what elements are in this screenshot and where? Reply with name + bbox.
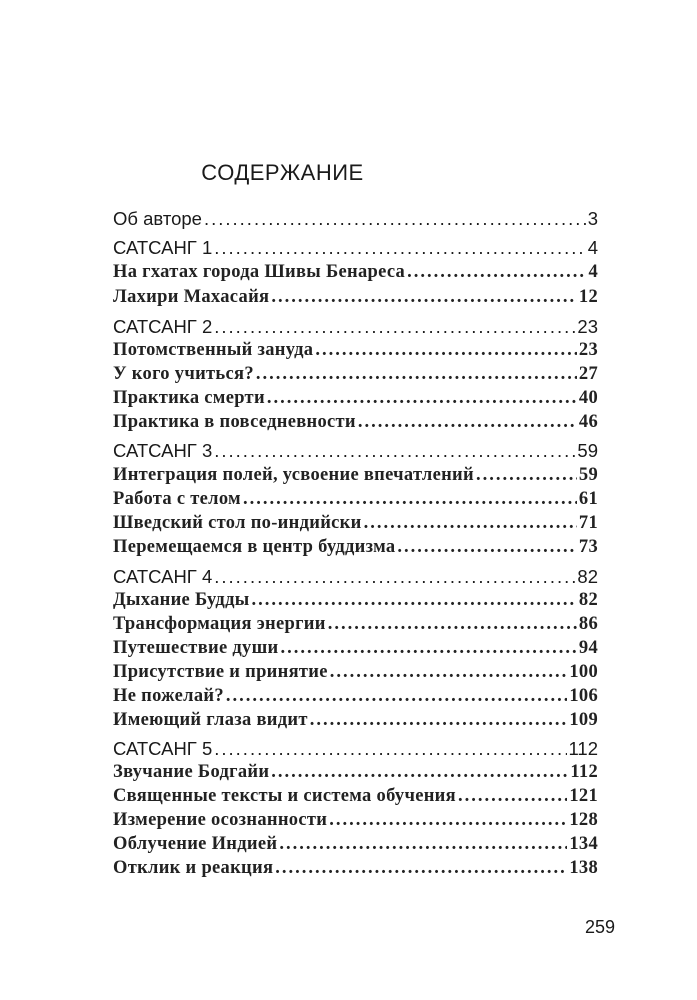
entry-page: 134 — [569, 834, 598, 854]
dot-leader — [214, 316, 575, 338]
dot-leader — [271, 287, 577, 308]
dot-leader — [397, 537, 576, 558]
entry-title: САТСАНГ 2 — [113, 316, 213, 337]
toc-entry — [113, 810, 598, 834]
dot-leader — [407, 262, 586, 283]
dot-leader — [214, 440, 575, 462]
entry-page: 23 — [578, 340, 598, 360]
toc-entry — [113, 412, 598, 436]
entry-page: 4 — [587, 237, 598, 258]
toc-entry — [113, 537, 598, 561]
entry-title: Интеграция полей, усвоение впечатлений — [113, 465, 474, 485]
entry-title: Имеющий глаза видит — [113, 710, 308, 730]
entry-title: Присутствие и принятие — [113, 662, 328, 682]
entry-page: 109 — [569, 710, 598, 730]
toc-section-entry — [113, 440, 598, 464]
dot-leader — [252, 590, 577, 611]
dot-leader — [310, 710, 568, 731]
entry-page: 59 — [578, 465, 598, 485]
toc-entry — [113, 489, 598, 513]
entry-title: Священные тексты и система обучения — [113, 786, 456, 806]
dot-leader — [275, 858, 567, 879]
entry-title: У кого учиться? — [113, 364, 254, 384]
dot-leader — [243, 489, 577, 510]
entry-title: САТСАНГ 3 — [113, 440, 213, 461]
toc-entry — [113, 590, 598, 614]
entry-page: 46 — [578, 412, 598, 432]
entry-page: 112 — [568, 738, 598, 759]
toc-entry — [113, 662, 598, 686]
entry-title: Путешествие души — [113, 638, 279, 658]
toc-entry — [113, 287, 598, 311]
dot-leader — [329, 810, 567, 831]
dot-leader — [328, 614, 577, 635]
dot-leader — [315, 340, 577, 361]
dot-leader — [271, 762, 568, 783]
toc-section-entry — [113, 237, 598, 261]
entry-page: 106 — [569, 686, 598, 706]
toc-entry — [113, 686, 598, 710]
toc-entry — [113, 786, 598, 810]
entry-page: 112 — [570, 762, 598, 782]
dot-leader — [364, 513, 577, 534]
entry-page: 94 — [578, 638, 598, 658]
entry-page: 3 — [587, 208, 598, 229]
entry-title: Перемещаемся в центр буддизма — [113, 537, 396, 557]
entry-title: На гхатах города Шивы Бенареса — [113, 262, 406, 282]
dot-leader — [358, 412, 577, 433]
entry-title: Шведский стол по-индийски — [113, 513, 362, 533]
toc-entry — [113, 262, 598, 286]
entry-page: 73 — [578, 537, 598, 557]
toc-section-entry — [113, 566, 598, 590]
entry-page: 23 — [577, 316, 598, 337]
entry-page: 4 — [588, 262, 598, 282]
entry-page: 27 — [578, 364, 598, 384]
dot-leader — [267, 388, 577, 409]
toc-entry — [113, 858, 598, 882]
toc-entry — [113, 834, 598, 858]
entry-title: Дыхание Будды — [113, 590, 250, 610]
dot-leader — [226, 686, 567, 707]
toc-entry — [113, 614, 598, 638]
dot-leader — [256, 364, 577, 385]
dot-leader — [280, 638, 576, 659]
entry-page: 12 — [578, 287, 598, 307]
toc-entry — [113, 388, 598, 412]
entry-title: Практика смерти — [113, 388, 265, 408]
entry-title: Измерение осознанности — [113, 810, 328, 830]
page-number: 259 — [585, 917, 616, 937]
dot-leader — [330, 662, 568, 683]
dot-leader — [214, 237, 585, 259]
entry-title: Работа с телом — [113, 489, 241, 509]
entry-page: 59 — [577, 440, 598, 461]
entry-title: Трансформация энергии — [113, 614, 326, 634]
entry-title: Лахири Махасайя — [113, 287, 270, 307]
dot-leader — [204, 208, 586, 230]
dot-leader — [214, 566, 575, 588]
entry-page: 86 — [578, 614, 598, 634]
toc-title — [0, 160, 565, 186]
entry-title: Практика в повседневности — [113, 412, 356, 432]
dot-leader — [279, 834, 567, 855]
dot-leader — [214, 738, 566, 760]
entry-title: САТСАНГ 5 — [113, 738, 213, 759]
toc-entry — [113, 465, 598, 489]
toc-entry — [113, 762, 598, 786]
entry-page: 61 — [578, 489, 598, 509]
toc-entry — [113, 364, 598, 388]
entry-title: Потомственный зануда — [113, 340, 314, 360]
entry-title: Звучание Бодгайи — [113, 762, 270, 782]
entry-page: 40 — [578, 388, 598, 408]
entry-title: Облучение Индией — [113, 834, 278, 854]
toc-title-text: СОДЕРЖАНИЕ — [201, 160, 364, 185]
entry-page: 71 — [578, 513, 598, 533]
entry-page: 138 — [569, 858, 598, 878]
toc-section-entry — [113, 738, 598, 762]
entry-title: САТСАНГ 4 — [113, 566, 213, 587]
entry-page: 82 — [578, 590, 598, 610]
entry-title: Отклик и реакция — [113, 858, 274, 878]
entry-title: Не пожелай? — [113, 686, 224, 706]
entry-page: 128 — [569, 810, 598, 830]
toc-entry — [113, 340, 598, 364]
dot-leader — [458, 786, 567, 807]
entry-page: 82 — [577, 566, 598, 587]
entry-title: Об авторе — [113, 208, 202, 229]
dot-leader — [476, 465, 577, 486]
toc-section-entry — [113, 316, 598, 340]
entry-page: 100 — [569, 662, 598, 682]
entry-page: 121 — [569, 786, 598, 806]
entry-title: САТСАНГ 1 — [113, 237, 213, 258]
toc-entry — [113, 710, 598, 734]
toc-section-entry — [113, 208, 598, 232]
toc-entry — [113, 638, 598, 662]
toc-entry — [113, 513, 598, 537]
